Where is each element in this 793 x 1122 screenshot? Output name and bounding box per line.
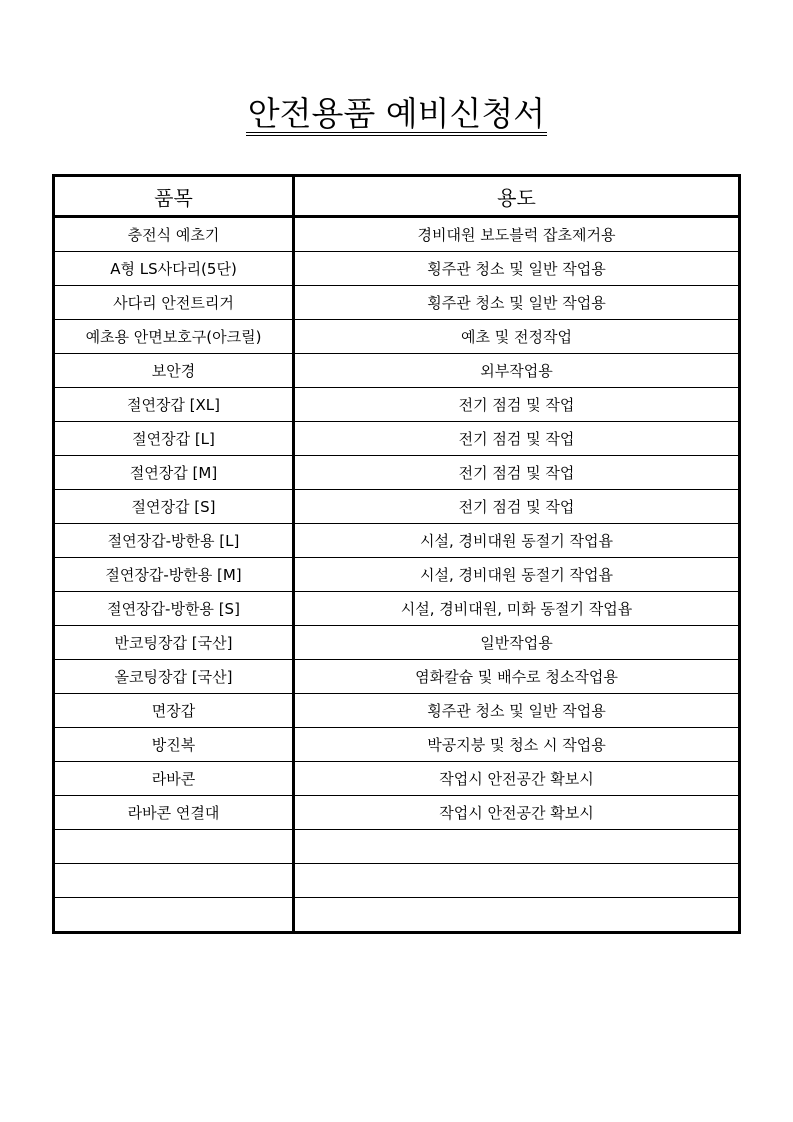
usage-cell: 예초 및 전정작업 (294, 320, 740, 354)
table-row (54, 626, 740, 660)
header-item: 품목 (54, 176, 294, 217)
item-cell: 절연장갑-방한용 [S] (54, 592, 294, 626)
item-cell: 절연장갑-방한용 [M] (54, 558, 294, 592)
item-cell: 반코팅장갑 [국산] (54, 626, 294, 660)
table-row (54, 388, 740, 422)
table-row (54, 796, 740, 830)
item-cell: 절연장갑 [L] (54, 422, 294, 456)
usage-cell: 시설, 경비대원, 미화 동절기 작업욥 (294, 592, 740, 626)
table-row (54, 354, 740, 388)
table-row (54, 252, 740, 286)
table-row (54, 864, 740, 898)
table-row (54, 660, 740, 694)
table-row (54, 898, 740, 933)
table-row (54, 490, 740, 524)
usage-cell: 박공지붕 및 청소 시 작업용 (294, 728, 740, 762)
usage-cell: 작업시 안전공간 확보시 (294, 796, 740, 830)
item-cell: 사다리 안전트리거 (54, 286, 294, 320)
document-title-text: 안전용품 예비신청서 (246, 96, 547, 136)
usage-cell: 시설, 경비대원 동절기 작업욥 (294, 524, 740, 558)
usage-cell (294, 864, 740, 898)
table-row (54, 694, 740, 728)
usage-cell: 일반작업용 (294, 626, 740, 660)
item-cell: 면장갑 (54, 694, 294, 728)
usage-cell (294, 898, 740, 933)
usage-cell: 전기 점검 및 작업 (294, 388, 740, 422)
item-cell: 라바콘 연결대 (54, 796, 294, 830)
table-row (54, 422, 740, 456)
item-cell: 올코팅장갑 [국산] (54, 660, 294, 694)
item-cell: 예초용 안면보호구(아크릴) (54, 320, 294, 354)
item-cell (54, 830, 294, 864)
item-cell: 절연장갑 [M] (54, 456, 294, 490)
item-cell: 방진복 (54, 728, 294, 762)
item-cell: 충전식 예초기 (54, 217, 294, 252)
table-row (54, 456, 740, 490)
item-cell: 라바콘 (54, 762, 294, 796)
table-row (54, 592, 740, 626)
usage-cell (294, 830, 740, 864)
usage-cell: 시설, 경비대원 동절기 작업욥 (294, 558, 740, 592)
table-row (54, 558, 740, 592)
table-header-row (54, 176, 740, 217)
table-row (54, 762, 740, 796)
table-row (54, 728, 740, 762)
table-row (54, 217, 740, 252)
item-cell: 절연장갑 [S] (54, 490, 294, 524)
table-row (54, 830, 740, 864)
usage-cell: 전기 점검 및 작업 (294, 422, 740, 456)
usage-cell: 경비대원 보도블럭 잡초제거용 (294, 217, 740, 252)
item-cell: 보안경 (54, 354, 294, 388)
table-row (54, 286, 740, 320)
usage-cell: 횡주관 청소 및 일반 작업용 (294, 252, 740, 286)
usage-cell: 횡주관 청소 및 일반 작업용 (294, 694, 740, 728)
usage-cell: 횡주관 청소 및 일반 작업용 (294, 286, 740, 320)
usage-cell: 전기 점검 및 작업 (294, 456, 740, 490)
usage-cell: 작업시 안전공간 확보시 (294, 762, 740, 796)
table-body (54, 217, 740, 933)
header-usage: 용도 (294, 176, 740, 217)
usage-cell: 전기 점검 및 작업 (294, 490, 740, 524)
item-cell (54, 864, 294, 898)
usage-cell: 외부작업용 (294, 354, 740, 388)
item-cell: 절연장갑 [XL] (54, 388, 294, 422)
usage-cell: 염화칼슘 및 배수로 청소작업용 (294, 660, 740, 694)
document-title (0, 92, 793, 136)
table-row (54, 524, 740, 558)
item-cell (54, 898, 294, 933)
item-cell: A형 LS사다리(5단) (54, 252, 294, 286)
item-cell: 절연장갑-방한용 [L] (54, 524, 294, 558)
table-row (54, 320, 740, 354)
request-table (52, 174, 741, 934)
